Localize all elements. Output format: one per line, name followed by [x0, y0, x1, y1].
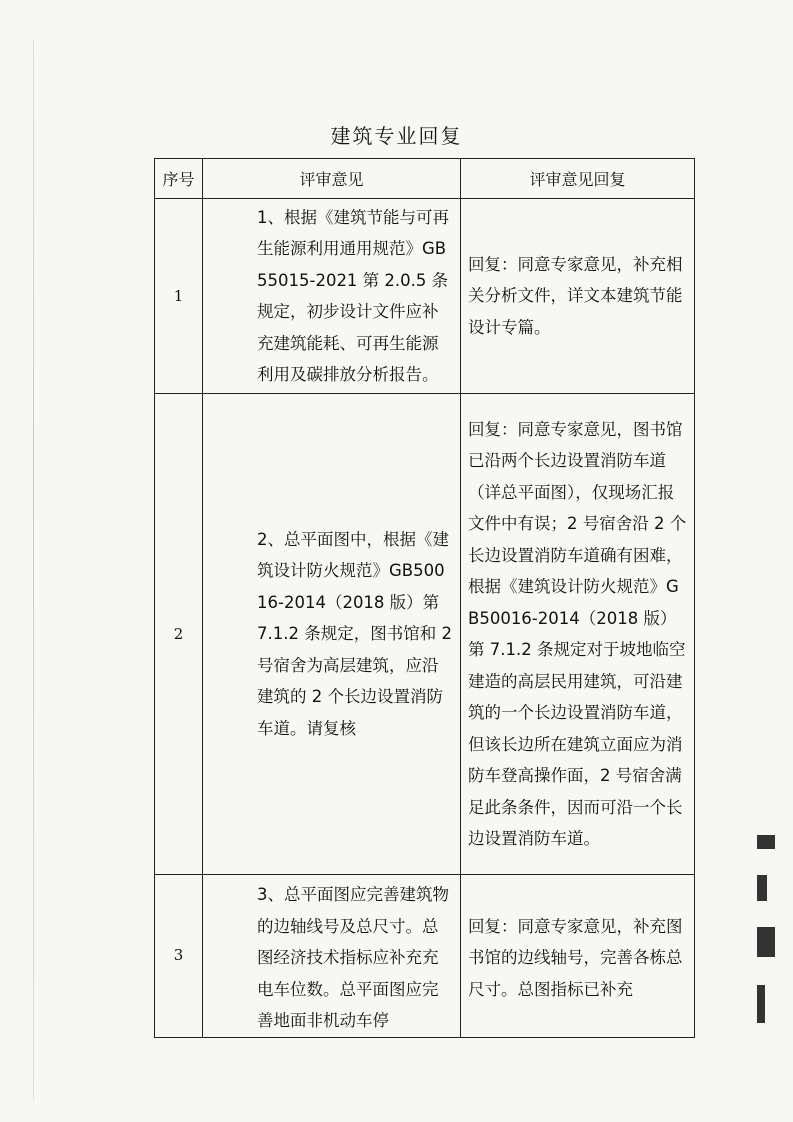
scan-edge-line — [33, 40, 34, 1100]
review-comment-text: 3、总平面图应完善建筑物的边轴线号及总尺寸。总图经济技术指标应补充充电车位数。总平面图应完善地面非机动车停 — [257, 885, 449, 1030]
review-reply — [461, 875, 695, 1038]
review-reply-text: 回复：同意专家意见，补充图书馆的边线轴号，完善各栋总尺寸。总图指标已补充 — [468, 916, 683, 999]
review-reply-text: 回复：同意专家意见，补充相关分析文件，详文本建筑节能设计专篇。 — [468, 254, 683, 337]
review-table — [154, 158, 695, 1038]
review-reply — [461, 394, 695, 875]
review-reply-text: 回复：同意专家意见，图书馆已沿两个长边设置消防车道（详总平面图），仅现场汇报文件中有误；2 号宿舍沿 2 个长边设置消防车道确有困难，根据《建筑设计防火规范》GB50016-2014（2018 版）第 7.1.2 条规定对于坡地临空建造的高层民用建筑，可沿建筑的一个长边设置消防车道，但该长边所在建筑立面应为消防车登高操作面，2 号宿舍满足此条条件，因而可沿一个长边设置消防车道。 — [468, 419, 687, 848]
scan-edge-marks — [757, 835, 779, 1045]
table-row — [155, 875, 695, 1038]
review-comment — [203, 199, 461, 394]
header-reply: 评审意见回复 — [461, 159, 695, 199]
review-comment — [203, 875, 461, 1038]
review-comment-text: 2、总平面图中，根据《建筑设计防火规范》GB50016-2014（2018 版）第 7.1.2 条规定，图书馆和 2 号宿舍为高层建筑，应沿建筑的 2 个长边设置消防车道。请复核 — [257, 529, 452, 738]
header-comment: 评审意见 — [203, 159, 461, 199]
table-row — [155, 394, 695, 875]
review-reply — [461, 199, 695, 394]
table-header-row — [155, 159, 695, 199]
table-row — [155, 199, 695, 394]
row-number: 2 — [155, 394, 203, 875]
row-number: 3 — [155, 875, 203, 1038]
page-title: 建筑专业回复 — [330, 124, 463, 148]
header-no: 序号 — [155, 159, 203, 199]
review-comment-text: 1、根据《建筑节能与可再生能源利用通用规范》GB55015-2021 第 2.0.5 条规定，初步设计文件应补充建筑能耗、可再生能源利用及碳排放分析报告。 — [257, 207, 449, 384]
review-comment — [203, 394, 461, 875]
row-number: 1 — [155, 199, 203, 394]
